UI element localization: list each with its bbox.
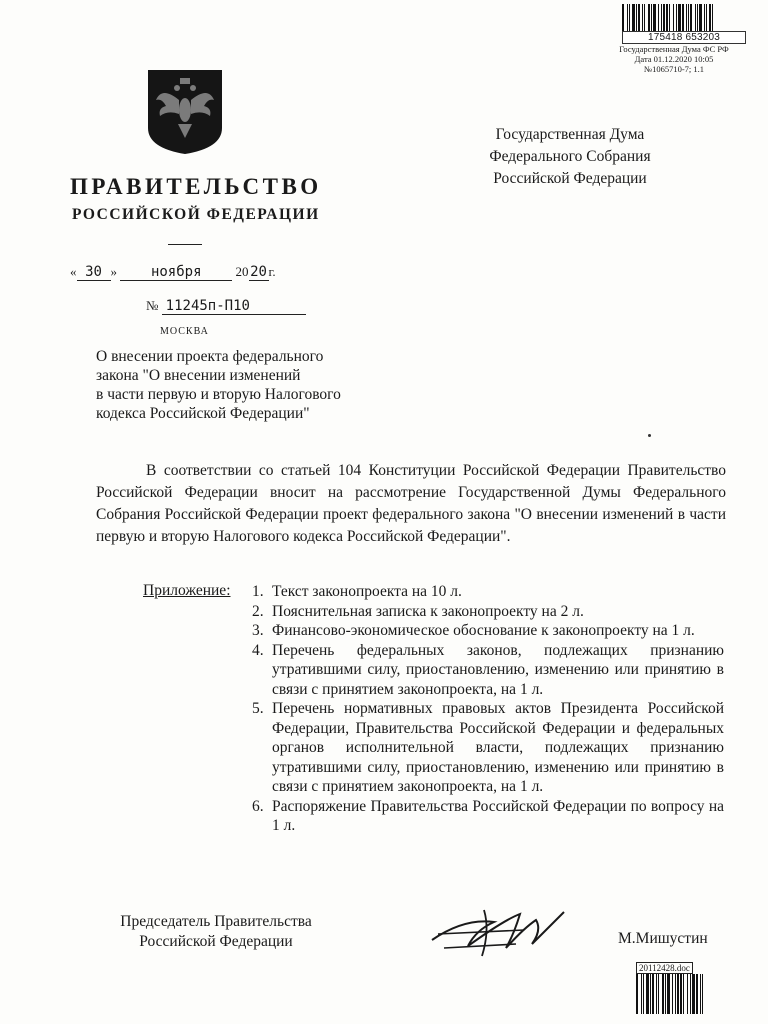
date-month: ноября xyxy=(120,264,232,281)
barcode-bar xyxy=(673,4,674,32)
handwritten-signature xyxy=(424,900,574,960)
doc-file-reference: 20112428.doc xyxy=(636,962,693,974)
barcode-bar xyxy=(669,4,670,32)
stamp-date: Дата 01.12.2020 10:05 xyxy=(634,54,714,64)
date-year-prefix: 20 xyxy=(235,264,249,279)
number-value: 11245п-П10 xyxy=(162,298,306,315)
barcode-bar xyxy=(712,4,713,32)
barcode-bottom xyxy=(636,974,720,1014)
appendix-list xyxy=(252,582,724,836)
date-year-suffix: 20 xyxy=(250,264,267,280)
barcode-bar xyxy=(650,974,651,1014)
registration-stamp xyxy=(598,0,746,80)
barcode-top xyxy=(622,4,744,32)
appendix-item-text: Текст законопроекта на 10 л. xyxy=(272,583,462,600)
date-close-quote: » xyxy=(110,264,117,279)
barcode-bar xyxy=(629,4,630,32)
appendix-item xyxy=(252,621,724,641)
stamp-org: Государственная Дума ФС РФ xyxy=(619,44,729,54)
barcode-bar xyxy=(662,974,664,1014)
barcode-bar xyxy=(677,974,679,1014)
barcode-bar xyxy=(676,4,677,32)
barcode-bar xyxy=(653,4,656,32)
subject-line: закона "О внесении изменений xyxy=(96,367,301,384)
russian-coat-of-arms-icon xyxy=(140,66,230,156)
barcode-bar xyxy=(682,4,684,32)
appendix-item xyxy=(252,582,724,602)
appendix-item-text: Перечень федеральных законов, подлежащих признанию утратившими силу, приостановлению, изменению или принятию в связи с принятием законопроекта, на 1 л. xyxy=(272,641,724,698)
barcode-number: 175418 653203 xyxy=(622,31,746,44)
appendix-item-text: Пояснительная записка к законопроекту на 2 л. xyxy=(272,602,584,620)
addressee-line: Государственная Дума xyxy=(495,126,645,143)
barcode-bar xyxy=(644,4,645,32)
barcode-bar xyxy=(632,4,635,32)
barcode-bar xyxy=(622,4,624,32)
date-day: 30 xyxy=(77,264,111,281)
barcode-bar xyxy=(699,4,702,32)
barcode-bar xyxy=(663,4,665,32)
appendix-item-number: 5. xyxy=(252,700,264,717)
barcode-bar xyxy=(675,974,676,1014)
barcode-bar xyxy=(648,4,650,32)
barcode-bar xyxy=(680,974,682,1014)
appendix-item-number: 1. xyxy=(252,583,264,600)
date-year-mark: г. xyxy=(268,264,276,279)
header-divider xyxy=(168,244,202,245)
barcode-bar xyxy=(642,4,643,32)
barcode-bar xyxy=(627,4,628,32)
appendix-item xyxy=(252,797,724,836)
signatory-position xyxy=(96,912,336,952)
barcode-bar xyxy=(636,974,638,1014)
barcode-bar xyxy=(697,4,698,32)
barcode-bar xyxy=(661,4,662,32)
addressee-line: Федерального Собрания xyxy=(489,148,651,165)
date-open-quote: « xyxy=(70,264,77,279)
scan-speck xyxy=(648,434,651,437)
signatory-position-line: Председатель Правительства xyxy=(120,913,312,930)
signatory-position-line: Российской Федерации xyxy=(139,933,293,950)
signatory-name: М.Мишустин xyxy=(618,930,708,947)
appendix-label: Приложение: xyxy=(143,582,231,599)
barcode-bar xyxy=(656,974,657,1014)
barcode-bar xyxy=(666,4,668,32)
barcode-bar xyxy=(658,974,659,1014)
barcode-bar xyxy=(667,974,670,1014)
barcode-bar xyxy=(692,974,695,1014)
appendix-item-text: Перечень нормативных правовых актов Президента Российской Федерации, Правительства Российской Федерации и федеральных органов исполнительной власти, подлежащих признанию утратившими силу, приостановлению, изменению или принятию в связи с принятием законопроекта, на 1 л. xyxy=(272,700,724,795)
barcode-bar xyxy=(638,4,640,32)
barcode-bar xyxy=(690,974,691,1014)
city: МОСКВА xyxy=(160,326,209,337)
barcode-bar xyxy=(643,974,644,1014)
government-subtitle: РОССИЙСКОЙ ФЕДЕРАЦИИ xyxy=(72,206,320,223)
appendix-item-text: Финансово-экономическое обоснование к законопроекту на 1 л. xyxy=(272,622,695,639)
barcode-bar xyxy=(641,974,642,1014)
appendix-item-text: Распоряжение Правительства Российской Федерации по вопросу на 1 л. xyxy=(272,797,724,834)
barcode-bar xyxy=(709,4,711,32)
subject-line: кодекса Российской Федерации" xyxy=(96,405,310,422)
appendix-item-number: 4. xyxy=(252,641,264,659)
addressee-line: Российской Федерации xyxy=(493,170,647,187)
barcode-bar xyxy=(665,974,666,1014)
barcode-bar xyxy=(651,4,652,32)
subject xyxy=(96,347,416,423)
subject-line: О внесении проекта федерального xyxy=(96,348,324,365)
barcode-bar xyxy=(683,974,684,1014)
barcode-bar xyxy=(658,4,659,32)
barcode-bar xyxy=(696,974,698,1014)
body-paragraph: В соответствии со статьей 104 Конституции Российской Федерации Правительство Российской Федерации вносит на рассмотрение Государственной Думы Федерального Собрания Российской Федерации проект федерального закона "О внесении изменений в части первую и вторую Налогового кодекса Российской Федерации". xyxy=(96,462,726,545)
barcode-bar xyxy=(688,4,689,32)
stamp-reg-number: №1065710-7; 1.1 xyxy=(643,64,705,74)
barcode-bar xyxy=(704,4,705,32)
appendix-item xyxy=(252,602,724,622)
barcode-bar xyxy=(695,4,696,32)
barcode-bar xyxy=(678,4,681,32)
barcode-bar xyxy=(700,974,701,1014)
barcode-bar xyxy=(690,4,692,32)
document-number xyxy=(146,298,306,315)
barcode-bar xyxy=(636,4,637,32)
appendix-item-number: 2. xyxy=(252,602,264,620)
subject-line: в части первую и вторую Налогового xyxy=(96,386,341,403)
barcode-bar xyxy=(686,4,687,32)
barcode-bar xyxy=(687,974,688,1014)
barcode-bar xyxy=(652,974,654,1014)
addressee xyxy=(440,124,700,190)
barcode-bar xyxy=(702,974,703,1014)
government-title: ПРАВИТЕЛЬСТВО xyxy=(70,174,322,199)
appendix-item xyxy=(252,641,724,700)
appendix-item-number: 3. xyxy=(252,622,264,639)
document-date xyxy=(70,264,330,286)
barcode-bar xyxy=(672,974,673,1014)
number-prefix: № xyxy=(146,298,159,313)
appendix-item-number: 6. xyxy=(252,797,264,815)
barcode-bar xyxy=(706,4,707,32)
barcode-bar xyxy=(646,974,649,1014)
appendix-item xyxy=(252,699,724,797)
